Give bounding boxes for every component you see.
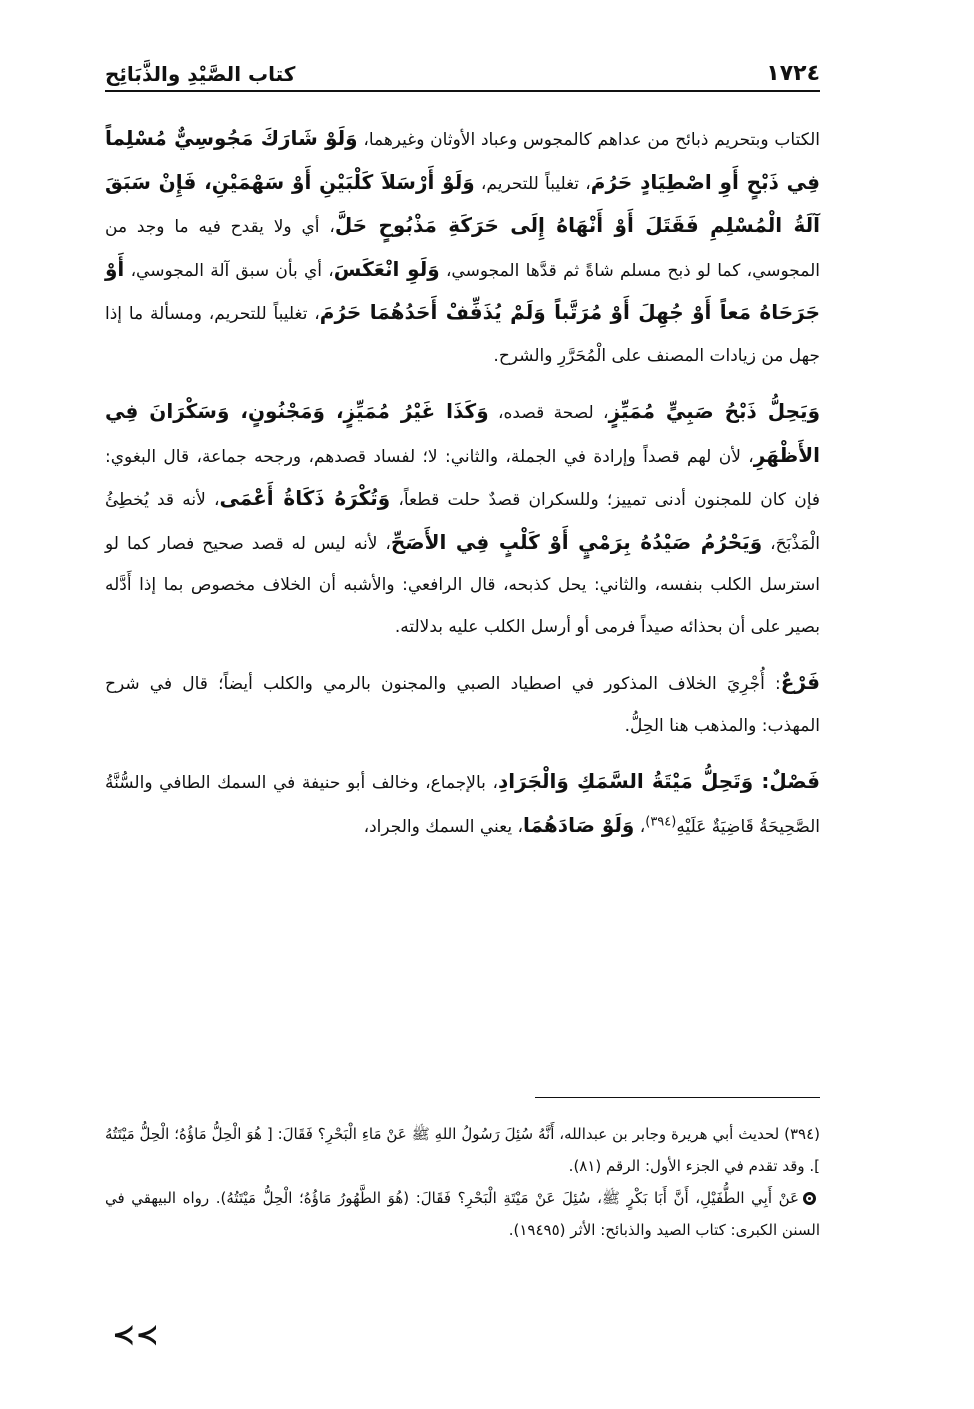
commentary-text: ، يعني السمك والجراد، xyxy=(363,816,524,837)
commentary-text: ، لصحة قصده، xyxy=(488,403,609,423)
footnote-text: عَنْ أَبِي الطُّفَيْلِ، أَنَّ أَبَا بَكْرٍ ﷺ، سُئِلَ عَنْ مَيْتَةِ الْبَحْرِ؟ فَقَالَ: (هُوَ الطَّهُورُ مَاؤُهُ؛ الْحِلُّ مَيْتَتُهُ). رواه البيهقي في السنن الكبرى: كتاب الصيد والذبائح: الأثر (١٩٤٩٥). xyxy=(105,1189,820,1239)
commentary-text: : أُجْرِيَ الخلاف المذكور في اصطياد الصبي والمجنون بالرمي والكلب أيضاً؛ قال في شرح المهذب: والمذهب هنا الحِلُّ. xyxy=(105,674,820,736)
matn-text: فَصْلٌ: وَتَحِلُّ مَيْتَةُ السَّمَكِ وَالْجَرَادِ xyxy=(498,769,820,793)
matn-text: وَيَحِلُّ ذَبْحُ صَبِيٍّ مُمَيِّزٍ xyxy=(608,399,820,423)
matn-text: وَلَوْ أَرْسَلاَ كَلْبَيْنِ أَوْ سَهْمَيْنِ، فَإِنْ سَبَقَ آلَةُ الْمُسْلِمِ فَقَتَلَ أَوْ أَنْهَاهُ إِلَى حَرَكَةِ مَذْبُوحٍ حَلَّ xyxy=(105,169,820,237)
page-number: ١٧٢٤ xyxy=(766,61,820,86)
commentary-text: الكتاب وبتحريم ذبائح من عداهم كالمجوس وعباد الأوثان وغيرهما، xyxy=(357,130,821,150)
paragraph xyxy=(105,761,820,848)
paragraph xyxy=(105,391,820,648)
footnote-divider xyxy=(535,1097,820,1098)
commentary-text: ، لأنه قد يُخطِئُ الْمَذْبَحَ، xyxy=(105,490,820,554)
commentary-text: ، لأن لهم قصداً وإرادة في الجملة، والثاني: لا؛ لفساد قصدهم، ورجحه جماعة، قال البغوي: فإن كان للمجنون أدنى تمييز؛ وللسكران قصدٌ حلت قطعاً، xyxy=(105,446,820,510)
paragraph xyxy=(105,662,820,747)
footnotes xyxy=(105,1118,820,1246)
header-title: كتاب الصَّيْدِ والذَّبَائِح xyxy=(105,62,296,86)
commentary-text: ، تغليباً للتحريم، ومسألة ما إذا جهل من زيادات المصنف على الْمُحَرَّرِ والشرح. xyxy=(105,304,820,366)
matn-text: وَلَوْ صَادَهُمَا xyxy=(523,812,635,837)
matn-text: فَرْعٌ xyxy=(780,670,820,694)
main-text xyxy=(105,118,820,848)
paragraph xyxy=(105,118,820,377)
matn-text: وَكَذَا غَيْرُ مُمَيِّزٍ، وَمَجْنُونٍ، وَسَكْرَانَ فِي الأَظْهَرِ xyxy=(105,399,820,467)
page-turn-marker: ≺≺ xyxy=(112,1318,159,1351)
running-header xyxy=(105,50,820,92)
matn-text: وَلَوْ شَارَكَ مَجُوسِيٌّ مُسْلِماً فِي ذَبْحٍ أَوِ اصْطِيَادٍ حَرُمَ xyxy=(105,126,821,194)
commentary-text: ، بالإجماع، وخالف أبو حنيفة في السمك الطافي والسُّنَّةُ الصَّحِيحَةُ قَاضِيَةٌ عَلَيْهِ xyxy=(105,773,820,837)
commentary-text: ، أي ولا يقدح فيه ما وجد من المجوسي، كما لو ذبح مسلم شاةً ثم قدَّها المجوسي، xyxy=(105,217,821,281)
matn-text: وَلَوِ انْعَكَسَ xyxy=(333,256,440,281)
matn-text: وَيَحْرُمُ صَيْدُهُ بِرَمْيٍ أَوْ كَلْبٍ فِي الأَصَحِّ xyxy=(390,529,763,554)
footnote-reference: (٣٩٤) xyxy=(645,813,677,829)
commentary-text: ، أي بأن سبق آلة المجوسي، xyxy=(124,260,334,281)
footnote xyxy=(105,1182,820,1246)
commentary-text: ، تغليباً للتحريم، xyxy=(474,173,591,194)
commentary-text: ، لأنه ليس له قصد صحيح فصار كما لو استرسل الكلب بنفسه، والثاني: يحل كذبحه، قال الرافعي: والأشبه أن الخلاف مخصوص بما إذا أَدَّله بصير على أن بحذائه صيداً فرمى أو أرسل الكلب عليه بدلالته. xyxy=(105,533,820,637)
footnote xyxy=(105,1118,820,1182)
commentary-text: ، xyxy=(634,816,646,837)
matn-text: وَتُكْرَهُ ذَكَاةُ أَعْمَى xyxy=(219,486,391,510)
matn-text: أَوْ جَرَحَاهُ مَعاً أَوْ جُهِلَ أَوْ مُرَتَّباً وَلَمْ يُذَفِّفْ أَحَدُهُمَا حَرُمَ xyxy=(105,256,820,324)
footnote-text: (٣٩٤) لحديث أبي هريرة وجابر بن عبدالله، أَنَّهُ سُئِلَ رَسُولُ اللهِ ﷺ عَنْ مَاءِ الْبَحْرِ؟ فَقَالَ: [ هُوَ الْحِلُّ مَاؤُهُ؛ الْحِلُّ مَيْتَتُهُ ]. وقد تقدم في الجزء الأول: الرقم (٨١). xyxy=(105,1125,820,1175)
bullet-icon xyxy=(803,1192,816,1205)
